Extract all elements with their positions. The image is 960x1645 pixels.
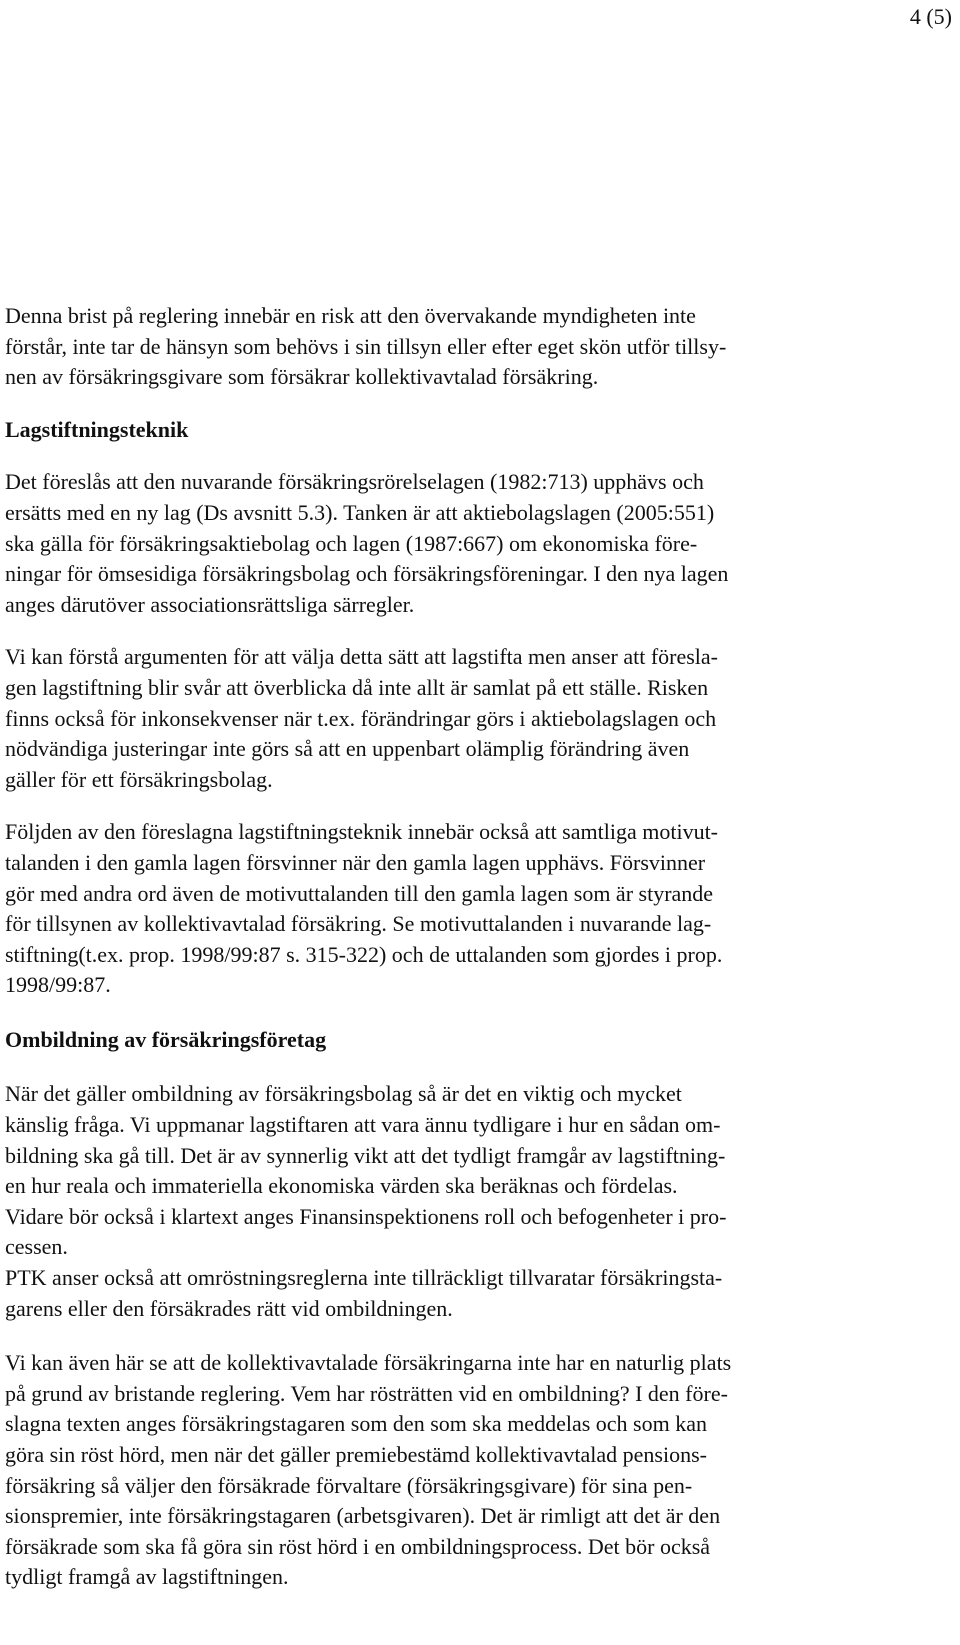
text-line: göra sin röst hörd, men när det gäller premiebestämd kollektivavtalad pensions- bbox=[5, 1442, 707, 1467]
text-line: garens eller den försäkrades rätt vid ombildningen. bbox=[5, 1295, 453, 1321]
text-line: bildning ska gå till. Det är av synnerlig vikt att det tydligt framgår av lagstiftning- bbox=[5, 1142, 726, 1168]
paragraph-overview bbox=[5, 642, 865, 795]
page-number: 4 (5) bbox=[909, 4, 952, 29]
text-line: ska gälla för försäkringsaktiebolag och lagen (1987:667) om ekonomiska före- bbox=[5, 530, 698, 556]
text-line: talanden i den gamla lagen försvinner när den gamla lagen upphävs. Försvinner bbox=[5, 849, 706, 875]
text-line: ningar för ömsesidiga försäkringsbolag och försäkringsföreningar. I den nya lagen bbox=[5, 561, 729, 587]
text-line: försäkring så väljer den försäkrade förvaltare (försäkringsgivare) för sina pen- bbox=[5, 1472, 693, 1498]
text-line: Denna brist på reglering innebär en risk att den övervakande myndigheten inte bbox=[5, 303, 696, 328]
text-line: nen av försäkringsgivare som försäkrar kollektivavtalad försäkring. bbox=[5, 364, 599, 390]
text-line: sionspremier, inte försäkringstagaren (arbetsgivaren). Det är rimligt att det är den bbox=[5, 1503, 721, 1529]
text-line: gen lagstiftning blir svår att överblicka då inte allt är samlat på ett ställe. Risken bbox=[5, 674, 709, 700]
text-line: PTK anser också att omröstningsreglerna inte tillräckligt tillvaratar försäkringsta- bbox=[5, 1265, 723, 1291]
text-line: en hur reala och immateriella ekonomiska värden ska beräknas och fördelas. bbox=[5, 1173, 678, 1199]
text-line: cessen. bbox=[5, 1234, 68, 1260]
text-line: finns också för inkonsekvenser när t.ex. förändringar görs i aktiebolagslagen och bbox=[5, 705, 717, 731]
heading-ombildning: Ombildning av försäkringsföretag bbox=[5, 1026, 327, 1052]
text-line: ersätts med en ny lag (Ds avsnitt 5.3). Tanken är att aktiebolagslagen (2005:551) bbox=[5, 499, 715, 525]
document-body bbox=[5, 301, 865, 1593]
text-line: försäkrade som ska få göra sin röst hörd i en ombildningsprocess. Det bör också bbox=[5, 1533, 711, 1559]
text-line: tydligt framgå av lagstiftningen. bbox=[5, 1564, 289, 1590]
text-line: stiftning(t.ex. prop. 1998/99:87 s. 315-322) och de uttalanden som gjordes i prop. bbox=[5, 941, 723, 967]
text-line: Vidare bör också i klartext anges Finansinspektionens roll och befogenheter i pro- bbox=[5, 1203, 727, 1229]
text-line: Följden av den föreslagna lagstiftningsteknik innebär också att samtliga motivut- bbox=[5, 819, 719, 845]
text-line: för tillsynen av kollektivavtalad försäkring. Se motivuttalanden i nuvarande lag- bbox=[5, 911, 712, 937]
text-line: på grund av bristande reglering. Vem har rösträtten vid en ombildning? I den före- bbox=[5, 1380, 728, 1406]
text-line: nödvändiga justeringar inte görs så att en uppenbart olämplig förändring även bbox=[5, 736, 690, 762]
text-line: 1998/99:87. bbox=[5, 972, 111, 998]
text-line: gäller för ett försäkringsbolag. bbox=[5, 766, 273, 792]
paragraph-conversion bbox=[5, 1079, 865, 1263]
text-line: När det gäller ombildning av försäkringsbolag så är det en viktig och mycket bbox=[5, 1081, 682, 1107]
text-line: Vi kan även här se att de kollektivavtalade försäkringarna inte har en naturlig plats bbox=[5, 1350, 732, 1376]
text-line: Vi kan förstå argumenten för att välja detta sätt att lagstifta men anser att föresla- bbox=[5, 644, 719, 670]
paragraph-regulation-risk bbox=[5, 301, 865, 393]
paragraph-collective-insurance bbox=[5, 1348, 865, 1593]
paragraph-new-law bbox=[5, 467, 865, 620]
text-line: Det föreslås att den nuvarande försäkringsrörelselagen (1982:713) upphävs och bbox=[5, 469, 704, 495]
text-line: känslig fråga. Vi uppmanar lagstiftaren att vara ännu tydligare i hur en sådan om- bbox=[5, 1112, 721, 1138]
paragraph-motives bbox=[5, 817, 865, 1001]
text-line: anges därutöver associationsrättsliga särregler. bbox=[5, 591, 415, 617]
text-line: gör med andra ord även de motivuttalanden till den gamla lagen som är styrande bbox=[5, 880, 714, 906]
paragraph-voting-rules bbox=[5, 1263, 865, 1324]
heading-lagstiftningsteknik: Lagstiftningsteknik bbox=[5, 416, 189, 442]
text-line: slagna texten anges försäkringstagaren som den som ska meddelas och som kan bbox=[5, 1411, 707, 1437]
text-line: förstår, inte tar de hänsyn som behövs i sin tillsyn eller efter eget skön utför tillsy- bbox=[5, 333, 727, 359]
